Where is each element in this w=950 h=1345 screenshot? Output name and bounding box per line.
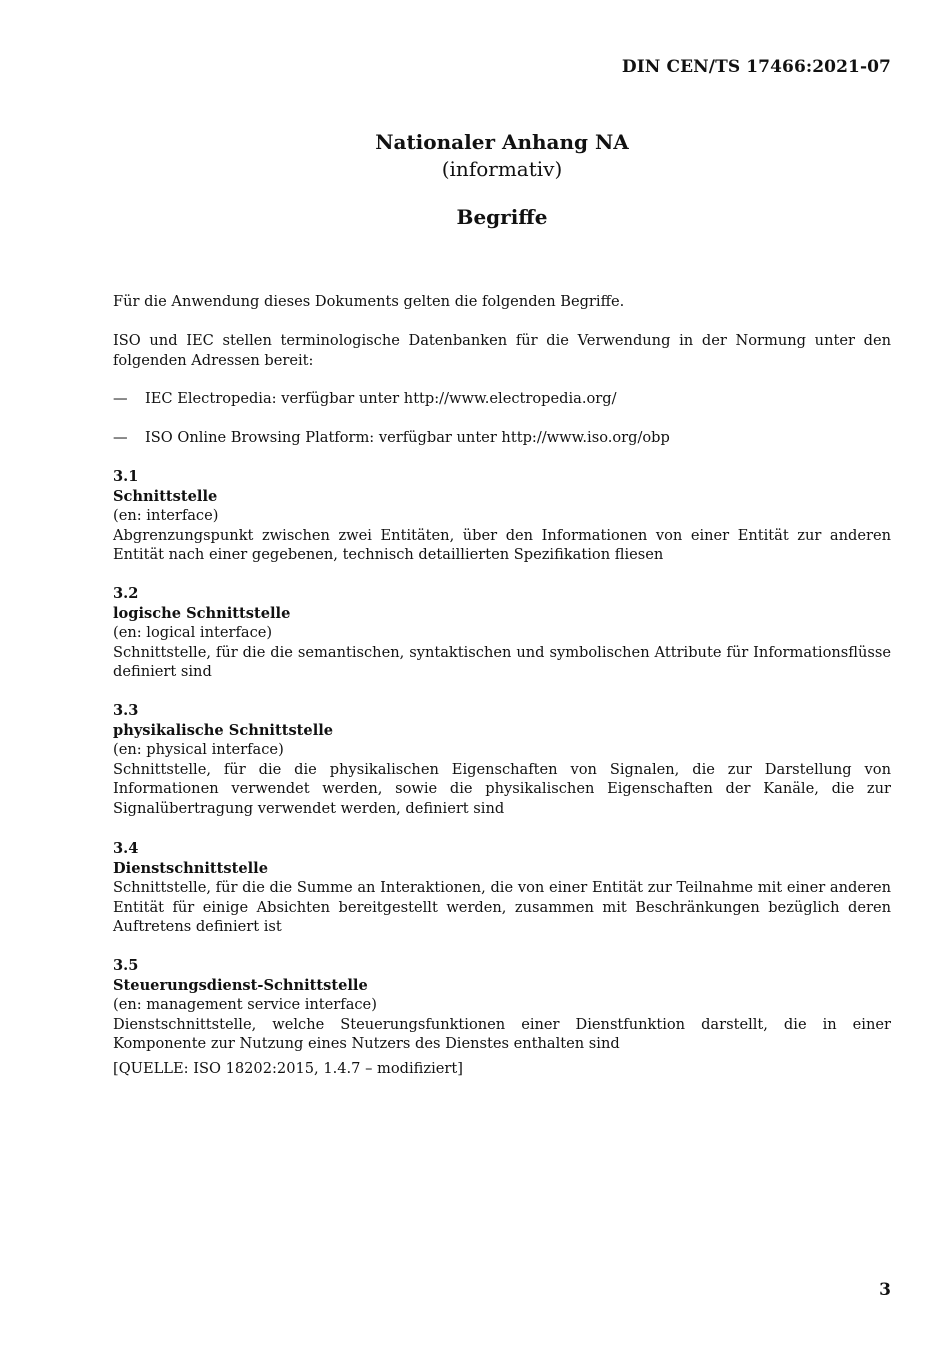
list-item-text: IEC Electropedia: verfügbar unter http://www.electropedia.org/ xyxy=(145,390,617,407)
term-number: 3.1 xyxy=(113,468,139,485)
page-number: 3 xyxy=(879,1280,891,1300)
term-english: (en: management service interface) xyxy=(113,996,377,1014)
term-name: Steuerungsdienst-Schnittstelle xyxy=(113,976,368,994)
list-item-iso-obp xyxy=(113,428,891,448)
term-definition: Schnittstelle, für die die Summe an Interaktionen, die von einer Entität zur Teilnahme mit einer anderen Entität für einige Absichten bereitgestellt werden, zusammen mit Beschränkungen bezüglich deren Auftretens definiert ist xyxy=(113,879,891,936)
database-paragraph: ISO und IEC stellen terminologische Datenbanken für die Verwendung in der Normung unter den folgenden Adressen bereit: xyxy=(113,332,891,369)
annex-subtitle: (informativ) xyxy=(441,157,563,181)
term-name: Schnittstelle xyxy=(113,487,218,505)
term-number: 3.5 xyxy=(113,957,139,974)
term-definition: Dienstschnittstelle, welche Steuerungsfunktionen einer Dienstfunktion darstellt, die in einer Komponente zur Nutzung eines Nutzers des Dienstes enthalten sind xyxy=(113,1015,891,1053)
term-definition: Schnittstelle, für die die semantischen, syntaktischen und symbolischen Attribute für Informationsflüsse definiert sind xyxy=(113,643,891,681)
intro-paragraph: Für die Anwendung dieses Dokuments gelten die folgenden Begriffe. xyxy=(113,293,625,310)
term-entry-3-5 xyxy=(113,956,891,1079)
term-english: (en: interface) xyxy=(113,507,219,525)
term-name: logische Schnittstelle xyxy=(113,604,291,622)
term-number: 3.3 xyxy=(113,702,139,719)
term-english: (en: physical interface) xyxy=(113,741,284,759)
annex-title: Nationaler Anhang NA xyxy=(375,130,629,154)
list-dash: — xyxy=(113,429,128,446)
term-number: 3.4 xyxy=(113,840,139,857)
term-entry-3-3 xyxy=(113,701,891,819)
list-dash: — xyxy=(113,390,128,407)
term-name: Dienstschnittstelle xyxy=(113,859,269,877)
term-entry-3-1 xyxy=(113,467,891,565)
term-name: physikalische Schnittstelle xyxy=(113,721,334,739)
term-entry-3-4 xyxy=(113,839,891,937)
term-definition: Schnittstelle, für die die physikalischen Eigenschaften von Signalen, die zur Darstellung von Informationen verwendet werden, sowie die physikalischen Eigenschaften der Kanäle, die zur Signalübertragung verwendet werden, definiert sind xyxy=(113,760,891,817)
term-entry-3-2 xyxy=(113,584,891,682)
term-english: (en: logical interface) xyxy=(113,624,273,642)
list-item-electropedia xyxy=(113,389,891,409)
document-identifier: DIN CEN/TS 17466:2021-07 xyxy=(621,57,891,77)
term-number: 3.2 xyxy=(113,585,139,602)
term-definition: Abgrenzungspunkt zwischen zwei Entitäten, über den Informationen von einer Entität zur anderen Entität nach einer gegebenen, technisch detaillierten Spezifikation fliesen xyxy=(113,526,891,564)
term-source: [QUELLE: ISO 18202:2015, 1.4.7 – modifiziert] xyxy=(113,1059,463,1077)
list-item-text: ISO Online Browsing Platform: verfügbar unter http://www.iso.org/obp xyxy=(145,429,670,446)
section-title: Begriffe xyxy=(456,205,548,229)
